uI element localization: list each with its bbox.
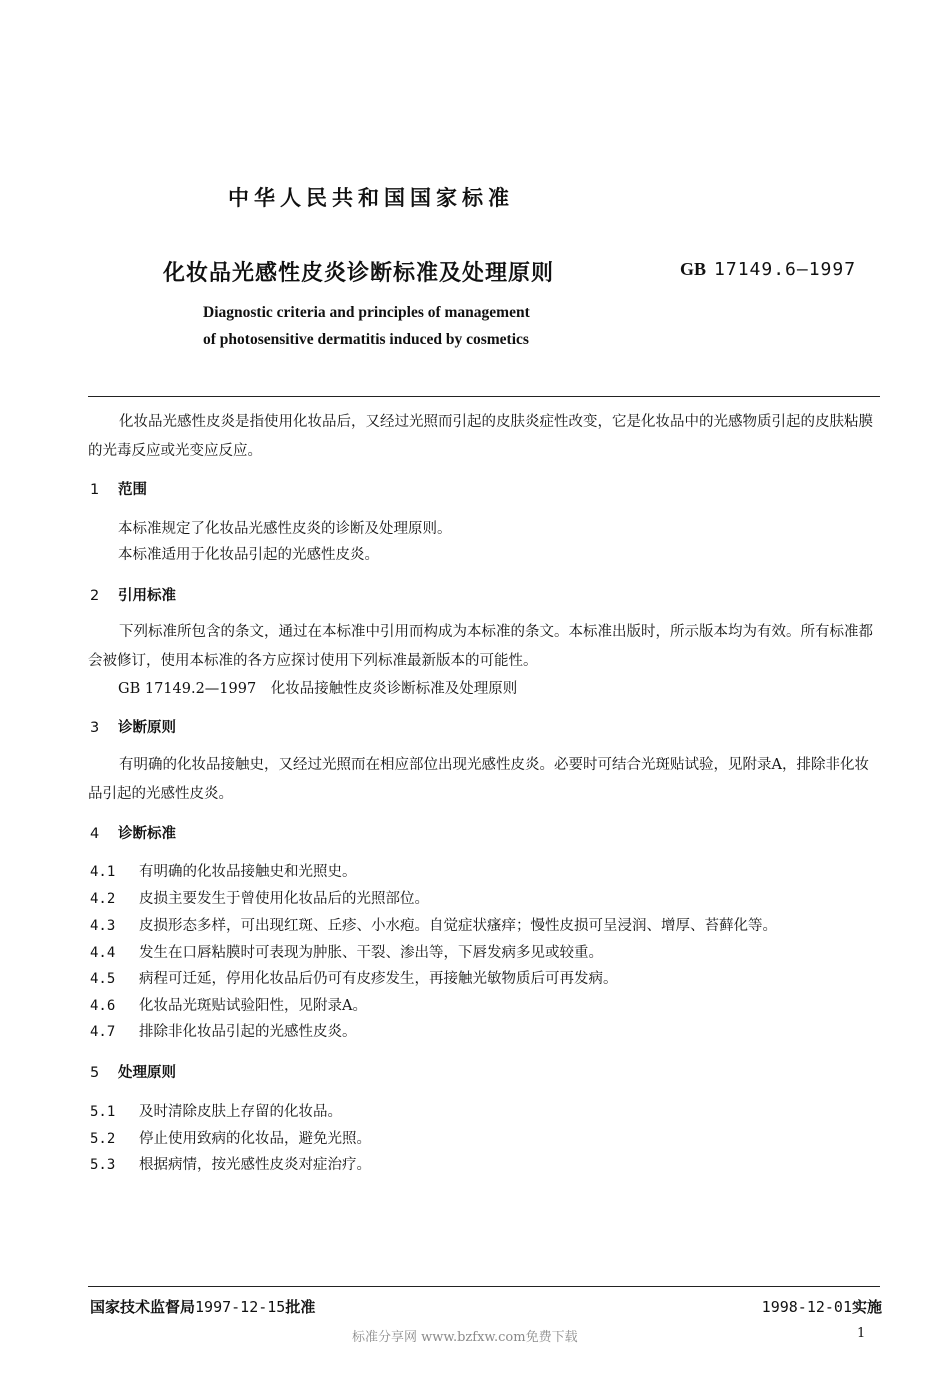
section-title: 引用标准	[118, 588, 176, 604]
item-text: 及时清除皮肤上存留的化妆品。	[139, 1104, 342, 1120]
section-heading-references	[90, 584, 176, 605]
section-title: 处理原则	[118, 1065, 176, 1081]
item-number: 4.6	[90, 998, 116, 1014]
item-number: 5.1	[90, 1104, 116, 1120]
treatment-item	[90, 1153, 371, 1174]
diagnostic-principles-paragraph: 有明确的化妆品接触史，又经过光照而在相应部位出现光感性皮炎。必要时可结合光斑贴试验，见附录A，排除非化妆品引起的光感性皮炎。	[88, 757, 869, 802]
item-number: 4.2	[90, 891, 116, 907]
effective-date: 1998-12-01	[761, 1298, 852, 1316]
section-heading-diagnostic-criteria	[90, 822, 176, 843]
section-heading-scope	[90, 478, 147, 499]
effective-label: 实施	[851, 1298, 882, 1316]
section-heading-diagnostic-principles	[90, 716, 176, 737]
criteria-item	[90, 1020, 357, 1041]
section-number: 1	[90, 482, 100, 498]
issuing-authority: 国家技术监督局	[90, 1298, 196, 1316]
item-text: 停止使用致病的化妆品，避免光照。	[139, 1131, 371, 1147]
item-number: 4.4	[90, 945, 116, 961]
document-title-english-line-1: Diagnostic criteria and principles of management	[203, 304, 530, 321]
item-text: 排除非化妆品引起的光感性皮炎。	[139, 1024, 357, 1040]
criteria-item	[90, 967, 618, 988]
item-number: 5.3	[90, 1157, 116, 1173]
references-paragraph: 下列标准所包含的条文，通过在本标准中引用而构成为本标准的条文。本标准出版时，所示版本均为有效。所有标准都会被修订，使用本标准的各方应探讨使用下列标准最新版本的可能性。	[88, 624, 873, 669]
approval-date: 1997-12-15	[195, 1298, 286, 1316]
item-number: 4.7	[90, 1024, 116, 1040]
approval-label: 批准	[285, 1298, 316, 1316]
criteria-item	[90, 914, 777, 935]
section-number: 5	[90, 1065, 100, 1081]
intro-paragraph: 化妆品光感性皮炎是指使用化妆品后，又经过光照而引起的皮肤炎症性改变，它是化妆品中的光感物质引起的皮肤粘膜的光毒反应或光变应反应。	[88, 414, 873, 459]
watermark-text: 标准分享网 www.bzfxw.com免费下载	[352, 1330, 578, 1345]
criteria-item	[90, 994, 367, 1015]
scope-line-1: 本标准规定了化妆品光感性皮炎的诊断及处理原则。	[118, 521, 452, 537]
section-number: 2	[90, 588, 100, 604]
item-text: 根据病情，按光感性皮炎对症治疗。	[139, 1157, 371, 1173]
item-text: 发生在口唇粘膜时可表现为肿胀、干裂、渗出等，下唇发病多见或较重。	[139, 945, 603, 961]
item-number: 4.5	[90, 971, 116, 987]
item-text: 皮损主要发生于曾使用化妆品后的光照部位。	[139, 891, 429, 907]
section-title: 诊断标准	[118, 826, 176, 842]
header-divider	[88, 396, 880, 397]
approval-info	[90, 1296, 315, 1317]
effective-info	[762, 1296, 882, 1317]
page-number: 1	[857, 1326, 866, 1341]
footer-divider	[88, 1286, 880, 1287]
item-text: 病程可迁延，停用化妆品后仍可有皮疹发生，再接触光敏物质后可再发病。	[139, 971, 618, 987]
standard-number: 17149.6—1997	[714, 259, 857, 280]
scope-line-2: 本标准适用于化妆品引起的光感性皮炎。	[118, 547, 379, 563]
standard-category-title: 中华人民共和国国家标准	[228, 186, 514, 210]
item-number: 4.3	[90, 918, 116, 934]
document-title-english-line-2: of photosensitive dermatitis induced by cosmetics	[203, 331, 529, 348]
criteria-item	[90, 860, 357, 881]
standard-code	[680, 259, 856, 280]
section-heading-treatment-principles	[90, 1061, 176, 1082]
section-title: 范围	[118, 482, 147, 498]
treatment-item	[90, 1100, 342, 1121]
item-number: 4.1	[90, 864, 116, 880]
criteria-item	[90, 887, 429, 908]
section-title: 诊断原则	[118, 720, 176, 736]
criteria-item	[90, 941, 603, 962]
referenced-standard: GB 17149.2—1997 化妆品接触性皮炎诊断标准及处理原则	[118, 681, 518, 697]
section-number: 3	[90, 720, 100, 736]
item-number: 5.2	[90, 1131, 116, 1147]
item-text: 化妆品光斑贴试验阳性，见附录A。	[139, 998, 367, 1014]
item-text: 有明确的化妆品接触史和光照史。	[139, 864, 357, 880]
section-number: 4	[90, 826, 100, 842]
treatment-item	[90, 1127, 371, 1148]
standard-prefix: GB	[680, 259, 707, 279]
document-title-chinese: 化妆品光感性皮炎诊断标准及处理原则	[163, 261, 555, 286]
item-text: 皮损形态多样，可出现红斑、丘疹、小水疱。自觉症状瘙痒；慢性皮损可呈浸润、增厚、苔藓化等。	[139, 918, 777, 934]
